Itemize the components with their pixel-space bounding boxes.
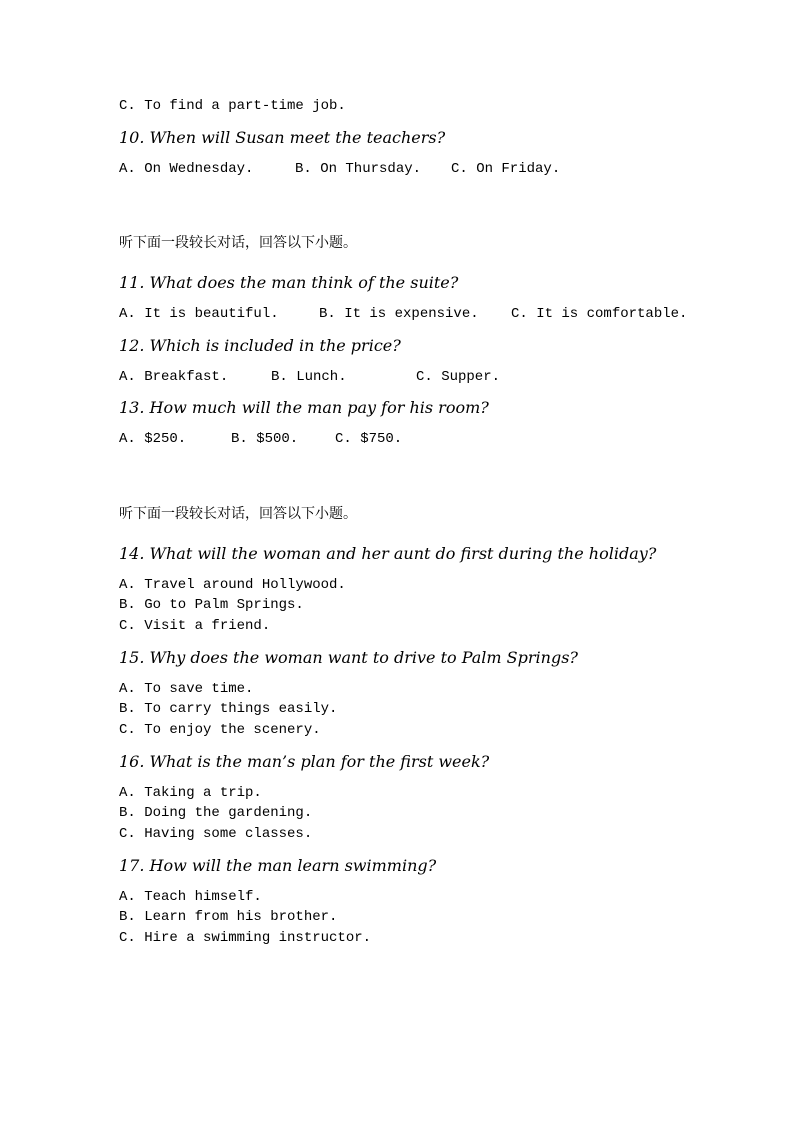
q10-options xyxy=(119,161,561,241)
q11-option-c: C. It is comfortable. xyxy=(511,306,688,322)
q16-option-c: C. Having some classes. xyxy=(119,826,313,842)
q17-option-a: A. Teach himself. xyxy=(119,889,262,905)
q17-question: 17. How will the man learn swimming? xyxy=(119,856,437,875)
q13-options xyxy=(119,431,403,511)
q9-option-c: C. To find a part-time job. xyxy=(119,98,346,114)
q16-option-b: B. Doing the gardening. xyxy=(119,805,313,821)
q10-option-b: B. On Thursday. xyxy=(295,161,422,177)
q15-option-c: C. To enjoy the scenery. xyxy=(119,722,321,738)
section-heading-1: 听下面一段较长对话，回答以下小题。 xyxy=(119,235,357,251)
q10-option-a: A. On Wednesday. xyxy=(119,161,254,177)
q14-option-b: B. Go to Palm Springs. xyxy=(119,597,304,613)
q14-option-c: C. Visit a friend. xyxy=(119,618,271,634)
q15-option-b: B. To carry things easily. xyxy=(119,701,338,717)
q12-option-b: B. Lunch. xyxy=(271,369,347,385)
q11-option-a: A. It is beautiful. xyxy=(119,306,279,322)
q11-question: 11. What does the man think of the suite? xyxy=(119,273,459,292)
q10-option-c: C. On Friday. xyxy=(451,161,561,177)
q13-question: 13. How much will the man pay for his room? xyxy=(119,398,489,417)
q13-option-a: A. $250. xyxy=(119,431,187,447)
q12-question: 12. Which is included in the price? xyxy=(119,336,401,355)
q14-question: 14. What will the woman and her aunt do first during the holiday? xyxy=(119,544,657,563)
q12-option-a: A. Breakfast. xyxy=(119,369,229,385)
q16-question: 16. What is the man’s plan for the first week? xyxy=(119,752,490,771)
section-heading-2: 听下面一段较长对话，回答以下小题。 xyxy=(119,506,357,522)
q16-option-a: A. Taking a trip. xyxy=(119,785,262,801)
q17-option-b: B. Learn from his brother. xyxy=(119,909,338,925)
q15-option-a: A. To save time. xyxy=(119,681,254,697)
q17-option-c: C. Hire a swimming instructor. xyxy=(119,930,372,946)
q12-option-c: C. Supper. xyxy=(416,369,501,385)
q13-option-c: C. $750. xyxy=(335,431,403,447)
q10-question: 10. When will Susan meet the teachers? xyxy=(119,128,446,147)
q11-option-b: B. It is expensive. xyxy=(319,306,479,322)
q13-option-b: B. $500. xyxy=(231,431,299,447)
q14-option-a: A. Travel around Hollywood. xyxy=(119,577,346,593)
q15-question: 15. Why does the woman want to drive to Palm Springs? xyxy=(119,648,578,667)
